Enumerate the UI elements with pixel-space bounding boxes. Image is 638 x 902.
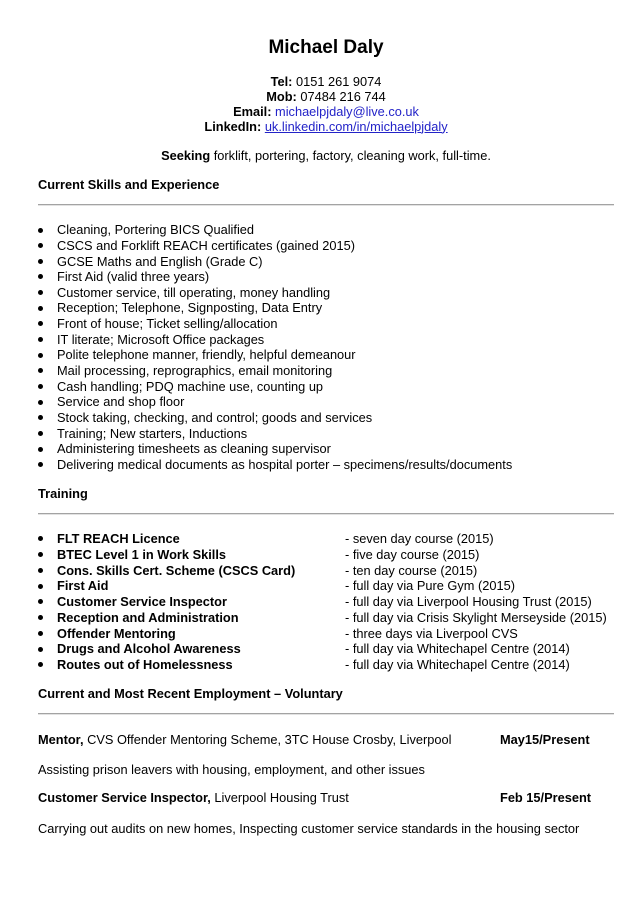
course-detail: - full day via Whitechapel Centre (2014) <box>345 657 570 673</box>
training-row <box>0 641 638 657</box>
training-row <box>0 563 638 579</box>
list-item <box>0 254 638 270</box>
bullet-icon <box>38 384 43 389</box>
bullet-icon <box>38 306 43 311</box>
course-name: BTEC Level 1 in Work Skills <box>57 546 227 562</box>
linkedin-label: LinkedIn: <box>204 118 262 134</box>
job-title: Customer Service Inspector, <box>38 790 211 805</box>
bullet-icon <box>38 400 43 405</box>
bullet-icon <box>38 321 43 326</box>
skills-list <box>0 222 638 473</box>
telephone-line <box>38 74 614 89</box>
mobile-line <box>38 89 614 104</box>
bullet-icon <box>38 536 43 541</box>
training-heading: Training <box>38 486 88 501</box>
bullet-icon <box>38 568 43 573</box>
objective-label: Seeking <box>161 148 211 163</box>
course-name: Cons. Skills Cert. Scheme (CSCS Card) <box>57 562 296 578</box>
course-detail: - ten day course (2015) <box>345 562 478 578</box>
bullet-icon <box>38 447 43 452</box>
course-name: Reception and Administration <box>57 609 239 625</box>
bullet-icon <box>38 462 43 467</box>
list-item <box>0 363 638 379</box>
bullet-icon <box>38 337 43 342</box>
list-item <box>0 269 638 285</box>
bullet-icon <box>38 552 43 557</box>
bullet-icon <box>38 274 43 279</box>
skill-text: Front of house; Ticket selling/allocation <box>57 316 278 332</box>
training-row <box>0 547 638 563</box>
course-name: Drugs and Alcohol Awareness <box>57 641 241 657</box>
course-detail: - full day via Crisis Skylight Merseyside (2015) <box>345 609 607 625</box>
telephone-number: 0151 261 9074 <box>295 73 382 89</box>
skill-text: Mail processing, reprographics, email monitoring <box>57 363 333 379</box>
course-detail: - full day via Liverpool Housing Trust (2015) <box>345 594 592 610</box>
course-name: Customer Service Inspector <box>57 594 227 610</box>
bullet-icon <box>38 662 43 667</box>
list-item <box>0 457 638 473</box>
job-entry <box>0 732 638 748</box>
list-item <box>0 222 638 238</box>
bullet-icon <box>38 243 43 248</box>
job-role <box>38 732 451 748</box>
list-item <box>0 300 638 316</box>
skill-text: Customer service, till operating, money handling <box>57 284 331 300</box>
list-item <box>0 441 638 457</box>
course-detail: - full day via Whitechapel Centre (2014) <box>345 641 570 657</box>
list-item <box>0 238 638 254</box>
job-dates: Feb 15/Present <box>500 790 592 805</box>
job-dates: May15/Present <box>500 732 590 747</box>
bullet-icon <box>38 259 43 264</box>
bullet-icon <box>38 584 43 589</box>
skill-text: Service and shop floor <box>57 394 185 410</box>
course-name: Offender Mentoring <box>57 625 176 641</box>
list-item <box>0 394 638 410</box>
course-detail: - five day course (2015) <box>345 546 480 562</box>
bullet-icon <box>38 228 43 233</box>
objective-line <box>38 148 614 164</box>
course-detail: - seven day course (2015) <box>345 531 494 547</box>
section-divider <box>38 713 614 715</box>
bullet-icon <box>38 631 43 636</box>
telephone-label: Tel: <box>270 73 293 89</box>
job-description: Assisting prison leavers with housing, employment, and other issues <box>38 762 425 777</box>
skill-text: Cash handling; PDQ machine use, counting up <box>57 378 324 394</box>
job-title: Mentor, <box>38 732 84 747</box>
course-detail: - three days via Liverpool CVS <box>345 625 518 641</box>
linkedin-link[interactable]: uk.linkedin.com/in/michaelpjdaly <box>264 118 448 134</box>
bullet-icon <box>38 599 43 604</box>
job-organisation: Liverpool Housing Trust <box>214 790 349 805</box>
email-label: Email: <box>233 103 272 119</box>
skills-heading: Current Skills and Experience <box>38 177 220 192</box>
list-item <box>0 379 638 395</box>
job-description: Carrying out audits on new homes, Inspecting customer service standards in the housing sector <box>38 821 580 836</box>
skill-text: Polite telephone manner, friendly, helpful demeanour <box>57 347 356 363</box>
training-row <box>0 594 638 610</box>
section-divider <box>38 513 614 515</box>
email-link[interactable]: michaelpjdaly@live.co.uk <box>275 103 419 119</box>
skill-text: CSCS and Forklift REACH certificates (gained 2015) <box>57 237 356 253</box>
skill-text: Cleaning, Portering BICS Qualified <box>57 222 255 238</box>
training-row <box>0 657 638 673</box>
skill-text: Reception; Telephone, Signposting, Data Entry <box>57 300 323 316</box>
mobile-label: Mob: <box>266 88 297 104</box>
bullet-icon <box>38 353 43 358</box>
email-line <box>38 104 614 119</box>
bullet-icon <box>38 290 43 295</box>
list-item <box>0 332 638 348</box>
list-item <box>0 426 638 442</box>
skill-text: Administering timesheets as cleaning supervisor <box>57 441 331 457</box>
skill-text: IT literate; Microsoft Office packages <box>57 331 265 347</box>
skill-text: Stock taking, checking, and control; goods and services <box>57 410 373 426</box>
employment-heading: Current and Most Recent Employment – Voluntary <box>38 686 343 701</box>
job-organisation: CVS Offender Mentoring Scheme, 3TC House Crosby, Liverpool <box>87 732 452 747</box>
bullet-icon <box>38 647 43 652</box>
job-role <box>38 790 349 806</box>
skill-text: First Aid (valid three years) <box>57 269 210 285</box>
linkedin-line <box>38 119 614 134</box>
contact-details <box>38 74 614 134</box>
bullet-icon <box>38 415 43 420</box>
list-item <box>0 410 638 426</box>
list-item <box>0 347 638 363</box>
training-list <box>0 531 638 673</box>
course-name: Routes out of Homelessness <box>57 657 233 673</box>
bullet-icon <box>38 431 43 436</box>
course-name: FLT REACH Licence <box>57 531 180 547</box>
course-name: First Aid <box>57 578 109 594</box>
training-row <box>0 626 638 642</box>
course-detail: - full day via Pure Gym (2015) <box>345 578 515 594</box>
bullet-icon <box>38 615 43 620</box>
training-row <box>0 531 638 547</box>
skill-text: GCSE Maths and English (Grade C) <box>57 253 263 269</box>
skill-text: Training; New starters, Inductions <box>57 425 248 441</box>
list-item <box>0 285 638 301</box>
job-entry <box>0 790 638 806</box>
objective-text: forklift, portering, factory, cleaning work, full-time. <box>213 148 491 163</box>
skill-text: Delivering medical documents as hospital porter – specimens/results/documents <box>57 457 513 473</box>
candidate-name: Michael Daly <box>268 37 384 58</box>
mobile-number: 07484 216 744 <box>300 88 386 104</box>
training-row <box>0 610 638 626</box>
list-item <box>0 316 638 332</box>
training-row <box>0 578 638 594</box>
section-divider <box>38 204 614 206</box>
bullet-icon <box>38 368 43 373</box>
